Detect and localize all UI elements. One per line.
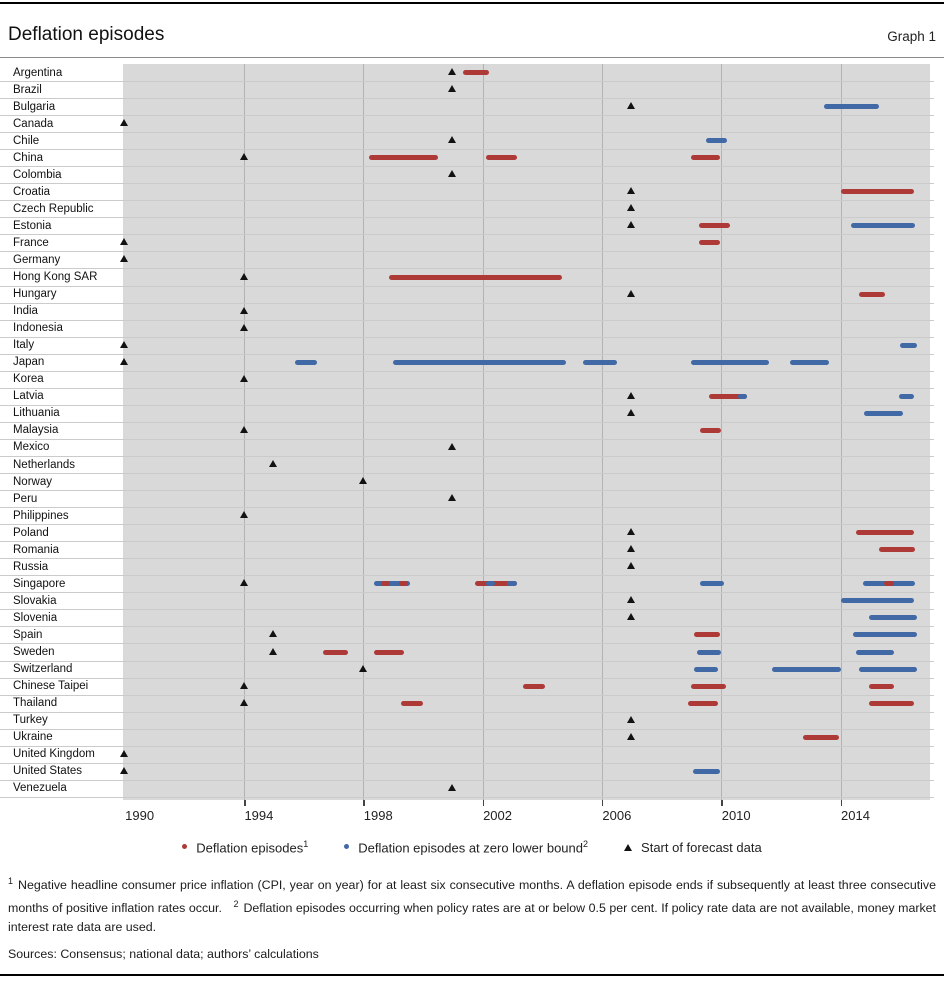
forecast-start-triangle — [120, 750, 128, 757]
row-separator — [0, 422, 934, 423]
country-label: Switzerland — [13, 663, 73, 676]
country-label: Turkey — [13, 714, 48, 727]
forecast-start-triangle — [120, 341, 128, 348]
row-separator — [0, 149, 934, 150]
forecast-start-triangle — [448, 68, 456, 75]
country-label: Hungary — [13, 288, 57, 301]
year-gridline — [602, 64, 603, 800]
deflation-episode-segment — [884, 581, 894, 586]
deflation-episode-segment — [691, 684, 725, 689]
axis-year-label: 2014 — [841, 808, 870, 823]
forecast-start-triangle — [627, 204, 635, 211]
forecast-start-triangle — [627, 409, 635, 416]
country-label: Venezuela — [13, 782, 67, 795]
zero-lower-bound-segment — [853, 632, 917, 637]
row-separator — [0, 626, 934, 627]
country-label: India — [13, 305, 38, 318]
row-separator — [0, 558, 934, 559]
row-separator — [0, 780, 934, 781]
zero-lower-bound-segment — [295, 360, 317, 365]
forecast-start-triangle — [269, 460, 277, 467]
row-separator — [0, 405, 934, 406]
country-label: Bulgaria — [13, 100, 56, 113]
forecast-start-triangle — [120, 358, 128, 365]
forecast-start-triangle — [120, 238, 128, 245]
deflation-episode-segment — [389, 275, 562, 280]
forecast-start-triangle — [240, 324, 248, 331]
axis-tick — [841, 800, 843, 806]
deflation-episode-segment — [374, 650, 404, 655]
forecast-start-triangle — [359, 665, 367, 672]
country-label: Poland — [13, 526, 49, 539]
legend-label: Deflation episodes at zero lower bound$^2$ — [358, 838, 589, 856]
deflation-episode-segment — [694, 632, 719, 637]
row-separator — [0, 234, 934, 235]
country-label: Slovakia — [13, 594, 57, 607]
forecast-start-triangle — [448, 85, 456, 92]
row-separator — [0, 746, 934, 747]
forecast-start-triangle — [627, 187, 635, 194]
forecast-start-triangle — [120, 767, 128, 774]
year-gridline — [363, 64, 364, 800]
axis-tick — [363, 800, 365, 806]
country-label: Canada — [13, 117, 54, 130]
row-separator — [0, 320, 934, 321]
deflation-episode-segment — [869, 701, 914, 706]
zero-lower-bound-segment — [824, 104, 879, 109]
row-separator — [0, 456, 934, 457]
footnote-2-marker: 2 — [233, 899, 239, 910]
country-label: Chile — [13, 134, 40, 147]
row-separator — [0, 609, 934, 610]
row-separator — [0, 507, 934, 508]
row-separator — [0, 695, 934, 696]
forecast-start-triangle — [627, 102, 635, 109]
deflation-episode-segment — [841, 189, 914, 194]
zero-lower-bound-segment — [859, 667, 917, 672]
forecast-start-triangle — [448, 170, 456, 177]
deflation-episode-segment — [859, 292, 886, 297]
zero-lower-bound-segment — [507, 581, 517, 586]
zero-lower-bound-segment — [706, 138, 727, 143]
forecast-start-triangle — [269, 648, 277, 655]
blue-dot-icon — [344, 844, 349, 849]
row-separator — [0, 575, 934, 576]
row-separator — [0, 763, 934, 764]
row-separator — [0, 132, 934, 133]
forecast-start-triangle — [627, 596, 635, 603]
legend — [0, 837, 944, 857]
country-label: Thailand — [13, 697, 58, 710]
zero-lower-bound-segment — [851, 223, 915, 228]
forecast-start-triangle — [448, 443, 456, 450]
forecast-start-triangle — [240, 511, 248, 518]
forecast-start-triangle — [240, 307, 248, 314]
zero-lower-bound-segment — [841, 598, 914, 603]
forecast-start-triangle — [240, 375, 248, 382]
country-label: United States — [13, 765, 83, 778]
axis-year-label: 1998 — [363, 808, 393, 823]
row-separator — [0, 337, 934, 338]
row-separator — [0, 524, 934, 525]
forecast-start-triangle — [240, 153, 248, 160]
row-separator — [0, 661, 934, 662]
country-label: Norway — [13, 475, 52, 488]
row-separator — [0, 439, 934, 440]
deflation-episode-segment — [688, 701, 718, 706]
row-separator — [0, 268, 934, 269]
zero-lower-bound-segment — [393, 360, 566, 365]
row-separator — [0, 354, 934, 355]
row-separator — [0, 115, 934, 116]
axis-year-label: 2006 — [602, 808, 632, 823]
country-label: United Kingdom — [13, 748, 95, 761]
bottom-rule — [0, 974, 944, 976]
year-gridline — [483, 64, 484, 800]
deflation-episode-segment — [381, 581, 390, 586]
row-separator — [0, 678, 934, 679]
deflation-episode-segment — [699, 223, 730, 228]
deflation-episode-segment — [691, 155, 719, 160]
row-separator — [0, 183, 934, 184]
zero-lower-bound-segment — [697, 650, 721, 655]
zero-lower-bound-segment — [583, 360, 617, 365]
country-label: Estonia — [13, 219, 52, 232]
country-label: Lithuania — [13, 407, 60, 420]
row-separator — [0, 712, 934, 713]
year-gridline — [841, 64, 842, 800]
footnotes — [8, 872, 936, 937]
zero-lower-bound-segment — [486, 581, 495, 586]
country-label: Korea — [13, 373, 44, 386]
country-label: Russia — [13, 560, 49, 573]
footnote-1-marker: 1 — [8, 876, 14, 886]
red-dot-icon — [182, 844, 187, 849]
forecast-start-triangle — [627, 290, 635, 297]
country-label: Slovenia — [13, 611, 58, 624]
zero-lower-bound-segment — [869, 615, 917, 620]
country-label: Romania — [13, 543, 60, 556]
forecast-start-triangle — [627, 545, 635, 552]
zero-lower-bound-segment — [693, 769, 720, 774]
zero-lower-bound-segment — [691, 360, 769, 365]
forecast-start-triangle — [240, 682, 248, 689]
axis-year-label: 2010 — [721, 808, 751, 823]
deflation-episode-segment — [803, 735, 839, 740]
legend-label: Start of forecast data — [641, 839, 762, 855]
deflation-episode-segment — [401, 701, 423, 706]
row-separator — [0, 200, 934, 201]
forecast-start-triangle — [627, 392, 635, 399]
forecast-start-triangle — [627, 221, 635, 228]
row-separator — [0, 166, 934, 167]
graph-number-label: Graph 1 — [887, 29, 936, 44]
forecast-start-triangle — [240, 699, 248, 706]
axis-year-label: 2002 — [483, 808, 512, 823]
forecast-start-triangle — [269, 630, 277, 637]
country-label: Italy — [13, 339, 35, 352]
deflation-episode-segment — [523, 684, 545, 689]
row-separator — [0, 643, 934, 644]
zero-lower-bound-segment — [772, 667, 841, 672]
forecast-start-triangle — [120, 119, 128, 126]
axis-year-label: 1990 — [125, 808, 155, 823]
country-label: Germany — [13, 253, 61, 266]
page-title: Deflation episodes — [8, 24, 165, 45]
country-label: China — [13, 151, 44, 164]
legend-item-zero-lower-bound — [344, 839, 588, 855]
deflation-episode-segment — [463, 70, 488, 75]
forecast-start-triangle — [627, 528, 635, 535]
forecast-start-triangle — [448, 494, 456, 501]
country-label: Philippines — [13, 509, 69, 522]
country-label: Colombia — [13, 168, 62, 181]
row-separator — [0, 303, 934, 304]
forecast-start-triangle — [120, 255, 128, 262]
country-label: Spain — [13, 628, 43, 641]
forecast-start-triangle — [359, 477, 367, 484]
legend-item-forecast-start — [624, 840, 762, 855]
axis-tick — [721, 800, 723, 806]
zero-lower-bound-segment — [738, 394, 747, 399]
row-separator — [0, 217, 934, 218]
footnote-2-text: Deflation episodes occurring when policy rates are at or below 0.5 per cent. If policy rate data are not available, money market interest rate data are used. — [8, 901, 936, 935]
row-separator — [0, 371, 934, 372]
country-label: Singapore — [13, 577, 66, 590]
axis-tick — [602, 800, 604, 806]
country-label: Malaysia — [13, 424, 59, 437]
country-label: Czech Republic — [13, 202, 94, 215]
forecast-start-triangle — [240, 426, 248, 433]
zero-lower-bound-segment — [900, 343, 916, 348]
row-separator — [0, 490, 934, 491]
deflation-episode-segment — [700, 428, 721, 433]
country-label: Latvia — [13, 390, 44, 403]
row-separator — [0, 729, 934, 730]
zero-lower-bound-segment — [700, 581, 724, 586]
country-label: Argentina — [13, 66, 63, 79]
deflation-episode-segment — [699, 240, 720, 245]
axis-year-label: 1994 — [244, 808, 274, 823]
axis-tick — [244, 800, 246, 806]
zero-lower-bound-segment — [694, 667, 718, 672]
country-label: Indonesia — [13, 322, 63, 335]
row-separator — [0, 81, 934, 82]
country-label: Netherlands — [13, 458, 76, 471]
country-label: Mexico — [13, 441, 50, 454]
deflation-episode-segment — [856, 530, 914, 535]
forecast-start-triangle — [627, 716, 635, 723]
forecast-start-triangle — [627, 613, 635, 620]
country-label: Hong Kong SAR — [13, 271, 98, 284]
triangle-icon — [624, 844, 632, 851]
country-label: Ukraine — [13, 731, 53, 744]
forecast-start-triangle — [448, 784, 456, 791]
country-label: Brazil — [13, 83, 42, 96]
year-gridline — [721, 64, 722, 800]
forecast-start-triangle — [627, 562, 635, 569]
deflation-episode-segment — [869, 684, 894, 689]
row-separator — [0, 592, 934, 593]
deflation-episode-segment — [369, 155, 438, 160]
country-label: Sweden — [13, 646, 55, 659]
country-label: Croatia — [13, 185, 51, 198]
deflation-episode-segment — [486, 155, 517, 160]
forecast-start-triangle — [627, 733, 635, 740]
row-separator — [0, 251, 934, 252]
zero-lower-bound-segment — [856, 650, 895, 655]
country-label: Peru — [13, 492, 38, 505]
row-separator — [0, 98, 934, 99]
row-separator — [0, 473, 934, 474]
forecast-start-triangle — [240, 579, 248, 586]
legend-item-deflation-episodes — [182, 839, 308, 855]
deflation-episode-segment — [323, 650, 348, 655]
row-separator — [0, 286, 934, 287]
footnote-1-text: Negative headline consumer price inflation (CPI, year on year) for at least six consecutive months. A deflation episode ends if subsequently at least three consecutive months of positive inflation rates occur. — [8, 878, 936, 916]
row-separator — [0, 388, 934, 389]
forecast-start-triangle — [240, 273, 248, 280]
row-separator — [0, 541, 934, 542]
legend-label: Deflation episodes$^1$ — [196, 838, 309, 856]
forecast-start-triangle — [448, 136, 456, 143]
country-label: France — [13, 236, 49, 249]
zero-lower-bound-segment — [864, 411, 903, 416]
row-separator — [0, 797, 934, 798]
zero-lower-bound-segment — [790, 360, 829, 365]
sources-line: Sources: Consensus; national data; authors’ calculations — [8, 947, 319, 961]
axis-tick — [483, 800, 485, 806]
country-label: Chinese Taipei — [13, 680, 89, 693]
zero-lower-bound-segment — [899, 394, 914, 399]
deflation-episode-segment — [879, 547, 915, 552]
country-label: Japan — [13, 356, 45, 369]
deflation-episode-segment — [399, 581, 408, 586]
